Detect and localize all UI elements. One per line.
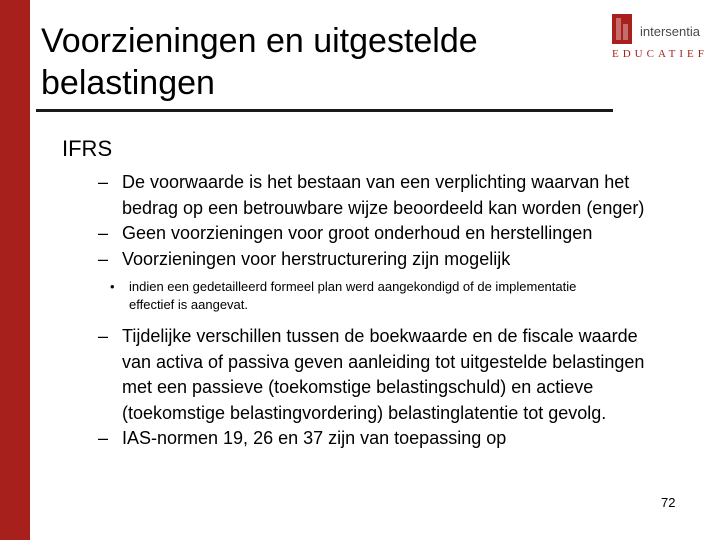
bullet-text: De voorwaarde is het bestaan van een verplichting waarvan het bedrag op een betrouwbare wijze beoordeeld kan worden (enger) bbox=[122, 172, 645, 218]
title-underline bbox=[36, 109, 613, 112]
bullet-text: IAS-normen 19, 26 en 37 zijn van toepassing op bbox=[122, 428, 507, 448]
sub-bullet-text: indien een gedetailleerd formeel plan werd aangekondigd of de implementatie effectief is aangevat. bbox=[129, 279, 577, 312]
bullet-item bbox=[98, 426, 658, 452]
slide-title: Voorzieningen en uitgestelde belastingen bbox=[41, 22, 478, 102]
bullet-item bbox=[98, 247, 658, 273]
sub-bullet-item bbox=[74, 278, 609, 314]
bullet-text: Geen voorzieningen voor groot onderhoud en herstellingen bbox=[122, 223, 593, 243]
bullet-item bbox=[98, 324, 658, 426]
bullet-marker: – bbox=[98, 223, 109, 243]
heading-ifrs: IFRS bbox=[62, 136, 113, 161]
bullet-item bbox=[98, 221, 658, 247]
sub-bullet-marker: • bbox=[110, 279, 115, 294]
bullet-text: Tijdelijke verschillen tussen de boekwaarde en de fiscale waarde van activa of passiva geven aanleiding tot uitgestelde belastingen met een passieve (toekomstige belastingschuld) en actieve (toekomstige belastingvordering) belastinglatentie tot gevolg. bbox=[122, 326, 645, 423]
page-number: 72 bbox=[661, 495, 676, 510]
bullet-marker: – bbox=[98, 248, 109, 269]
logo-name: intersentia bbox=[640, 24, 700, 39]
bullet-marker: – bbox=[98, 428, 109, 448]
intersentia-logo bbox=[610, 12, 710, 62]
bullet-item bbox=[98, 170, 658, 221]
bullet-marker: – bbox=[98, 326, 109, 346]
left-accent-bar bbox=[0, 0, 30, 540]
bullet-list bbox=[98, 170, 658, 452]
bullet-marker: – bbox=[98, 172, 109, 192]
bullet-text: Voorzieningen voor herstructurering zijn mogelijk bbox=[122, 248, 511, 269]
logo-subtitle: EDUCATIEF bbox=[612, 48, 708, 60]
logo-mark-icon bbox=[612, 14, 632, 44]
